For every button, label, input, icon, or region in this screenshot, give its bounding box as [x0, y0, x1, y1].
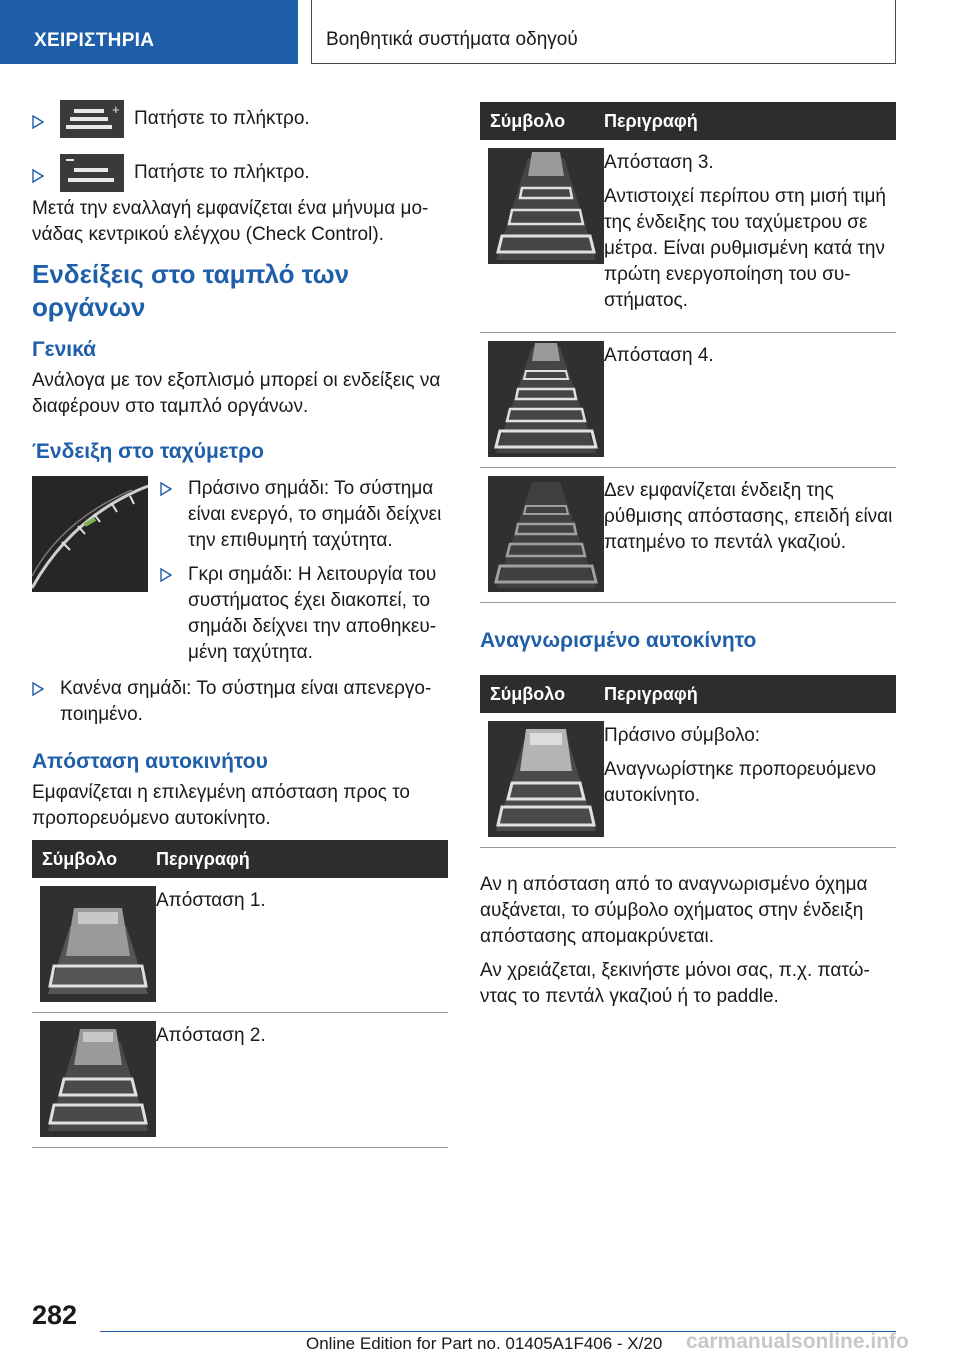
distance-minus-button-icon [60, 154, 124, 192]
table-row [480, 468, 896, 603]
triangle-bullet-icon [160, 482, 174, 496]
distance-1-icon [40, 886, 156, 1002]
row-description-detail: Αναγνωρίστηκε προπορευόμενο αυτοκίνητο. [604, 759, 877, 806]
table-header [480, 102, 896, 140]
speedo-green-text: Πράσινο σημάδι: Το σύστημα είναι ενεργό, το σημάδι δείχνει την επιθυμητή ταχύτητα. [188, 478, 442, 551]
row-description: Απόσταση 1. [156, 890, 266, 911]
after-steps-text: Μετά την εναλλαγή εμφανίζεται ένα μήνυμα μονάδας κεντρικού ελέγχου (Check Control). [32, 198, 429, 245]
row-description: Δεν εμφανίζεται ένδειξη της ρύθμισης απόστασης, επειδή είναι πατημένο το πεντάλ γκαζιού. [604, 480, 893, 553]
distance-table-left [32, 840, 448, 1148]
speedo-none-item [32, 676, 448, 728]
distance-off-icon [488, 476, 604, 592]
row-description: Απόσταση 2. [156, 1025, 266, 1046]
right-column [480, 102, 896, 1016]
table-row [32, 878, 448, 1013]
col-description: Περιγραφή [604, 110, 698, 131]
triangle-bullet-icon [32, 682, 46, 696]
row-description-detail: Αντιστοιχεί περίπου στη μισή τιμή της ένδειξης του ταχύμετρου σε μέτρα. Είναι ρυθμισμένη κατά την πρώτη ενεργοποίηση του συστήματος. [604, 186, 886, 311]
watermark: carmanualsonline.info [686, 1330, 909, 1353]
table-row [480, 333, 896, 468]
distance-plus-button-icon [60, 100, 124, 138]
speedo-none-text: Κανένα σημάδι: Το σύστημα είναι απενεργοποιημένο. [60, 678, 432, 725]
detected-vehicle-icon [488, 721, 604, 837]
heading-speedometer: Ένδειξη στο ταχύμετρο [32, 440, 264, 463]
heading-detected-vehicle: Αναγνωρισμένο αυτοκίνητο [480, 629, 757, 652]
heading-vehicle-distance: Απόσταση αυτοκινήτου [32, 750, 268, 773]
edition-text: Online Edition for Part no. 01405A1F406 - X/20 [306, 1334, 663, 1353]
distance-text: Εμφανίζεται η επιλεγμένη απόσταση προς το προπορευόμενο αυτοκίνητο. [32, 782, 410, 829]
heading-instrument-display: Ενδείξεις στο ταμπλό των οργάνων [32, 259, 350, 322]
col-symbol: Σύμβολο [490, 683, 566, 704]
table-row [480, 713, 896, 848]
table-row [480, 140, 896, 333]
row-description: Απόσταση 3. [604, 152, 714, 173]
distance-3-icon [488, 148, 604, 264]
step-minus [32, 154, 448, 192]
general-text: Ανάλογα με τον εξοπλισμό μπορεί οι ενδείξεις να διαφέρουν στο ταμπλό οργάνων. [32, 370, 441, 417]
chapter-title: Βοηθητικά συστήματα οδηγού [311, 0, 896, 64]
section-tab: ΧΕΙΡΙΣΤΗΡΙΑ [0, 0, 298, 64]
col-description: Περιγραφή [604, 683, 698, 704]
distance-4-icon [488, 341, 604, 457]
speedometer-block [32, 476, 448, 666]
svg-text:+: + [112, 102, 120, 117]
row-description: Πράσινο σύμβολο: [604, 725, 761, 746]
step-plus [32, 100, 448, 138]
table-header [32, 840, 448, 878]
col-symbol: Σύμβολο [490, 110, 566, 131]
speedo-grey-text: Γκρι σημάδι: Η λειτουργία του συστήματος έχει διακοπεί, το σημάδι δείχνει την αποθηκευμένη ταχύτητα. [188, 564, 437, 663]
speedometer-image [32, 476, 148, 592]
distance-2-icon [40, 1021, 156, 1137]
speedo-green-item [160, 476, 448, 554]
triangle-bullet-icon [160, 568, 174, 582]
left-column [32, 100, 448, 1148]
paragraph-start-manually: Αν χρειάζεται, ξεκινήστε μόνοι σας, π.χ. πατώντας το πεντάλ γκαζιού ή το paddle. [480, 960, 870, 1007]
col-description: Περιγραφή [156, 848, 250, 869]
row-description: Απόσταση 4. [604, 345, 714, 366]
step-minus-text: Πατήστε το πλήκτρο. [134, 162, 310, 183]
triangle-bullet-icon [32, 169, 46, 183]
detected-vehicle-table [480, 675, 896, 848]
step-plus-text: Πατήστε το πλήκτρο. [134, 108, 310, 129]
distance-table-right [480, 102, 896, 603]
triangle-bullet-icon [32, 115, 46, 129]
page-number: 282 [32, 1300, 78, 1330]
heading-general: Γενικά [32, 338, 97, 361]
table-row [32, 1013, 448, 1148]
table-header [480, 675, 896, 713]
col-symbol: Σύμβολο [42, 848, 118, 869]
paragraph-distance-increase: Αν η απόσταση από το αναγνωρισμένο όχημα αυξάνεται, το σύμβολο οχήματος στην ένδειξη απόστασης απομακρύνεται. [480, 874, 868, 947]
speedo-grey-item [160, 562, 448, 666]
